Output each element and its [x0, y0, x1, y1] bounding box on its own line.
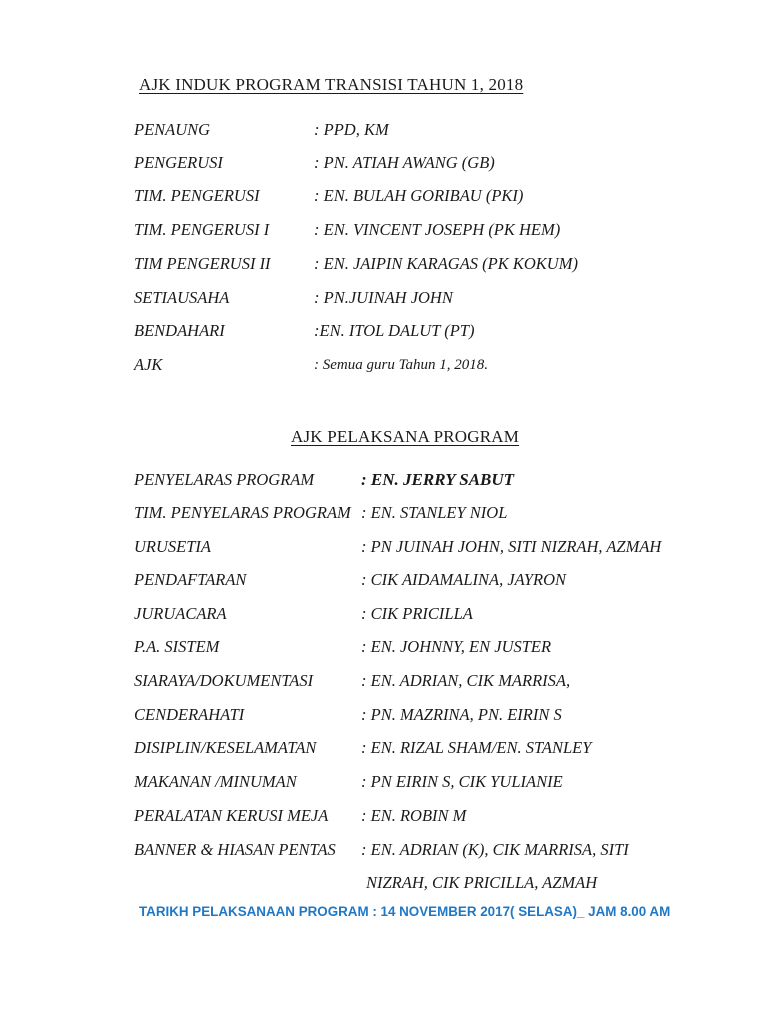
row-label: SIARAYA/DOKUMENTASI — [134, 671, 314, 690]
row-label: JURUACARA — [134, 604, 227, 623]
row-value: : PN. MAZRINA, PN. EIRIN S — [361, 705, 562, 724]
row-value: :EN. ITOL DALUT (PT) — [314, 321, 475, 340]
row-label: TIM PENGERUSI II — [134, 254, 271, 273]
row-label: PENAUNG — [134, 120, 211, 139]
row-label: SETIAUSAHA — [134, 288, 230, 307]
row-label: BANNER & HIASAN PENTAS — [134, 840, 336, 859]
row-label: PERALATAN KERUSI MEJA — [134, 806, 329, 825]
induk-title: AJK INDUK PROGRAM TRANSISI TAHUN 1, 2018 — [139, 75, 524, 94]
row-value: : EN. STANLEY NIOL — [361, 503, 508, 522]
row-label: MAKANAN /MINUMAN — [134, 772, 297, 791]
row-label: URUSETIA — [134, 537, 211, 556]
row-label: AJK — [134, 355, 163, 374]
row-label: TIM. PENGERUSI I — [134, 220, 270, 239]
row-label: TIM. PENYELARAS PROGRAM — [134, 503, 351, 522]
row-label: BENDAHARI — [134, 321, 225, 340]
program-date-footer: TARIKH PELAKSANAAN PROGRAM : 14 NOVEMBER 2017( SELASA)_ JAM 8.00 AM — [139, 904, 671, 919]
row-value: : EN. JERRY SABUT — [361, 470, 515, 489]
row-value: : PN JUINAH JOHN, SITI NIZRAH, AZMAH — [361, 537, 662, 556]
row-value: : EN. JAIPIN KARAGAS (PK KOKUM) — [314, 254, 578, 273]
row-value: : EN. ROBIN M — [361, 806, 467, 825]
row-value: : Semua guru Tahun 1, 2018. — [314, 357, 489, 373]
row-label: DISIPLIN/KESELAMATAN — [134, 738, 317, 757]
row-value: : CIK AIDAMALINA, JAYRON — [361, 570, 567, 589]
row-label: P.A. SISTEM — [134, 637, 220, 656]
row-value: : EN. RIZAL SHAM/EN. STANLEY — [361, 738, 592, 757]
banner-continuation: NIZRAH, CIK PRICILLA, AZMAH — [366, 873, 598, 892]
row-label: PENYELARAS PROGRAM — [134, 470, 315, 489]
row-value: : PN.JUINAH JOHN — [314, 288, 453, 307]
row-label: PENDAFTARAN — [134, 570, 247, 589]
row-value: : EN. JOHNNY, EN JUSTER — [361, 637, 552, 656]
row-value: : EN. ADRIAN (K), CIK MARRISA, SITI — [361, 840, 629, 859]
row-value: : EN. VINCENT JOSEPH (PK HEM) — [314, 220, 561, 239]
row-value: : PN. ATIAH AWANG (GB) — [314, 153, 495, 172]
row-value: : PN EIRIN S, CIK YULIANIE — [361, 772, 563, 791]
row-label: TIM. PENGERUSI — [134, 186, 260, 205]
row-value: : CIK PRICILLA — [361, 604, 473, 623]
row-label: CENDERAHATI — [134, 705, 245, 724]
row-value: : EN. BULAH GORIBAU (PKI) — [314, 186, 524, 205]
row-value: : PPD, KM — [314, 120, 389, 139]
row-label: PENGERUSI — [134, 153, 223, 172]
pelaksana-title: AJK PELAKSANA PROGRAM — [291, 427, 520, 446]
row-value: : EN. ADRIAN, CIK MARRISA, — [361, 671, 571, 690]
